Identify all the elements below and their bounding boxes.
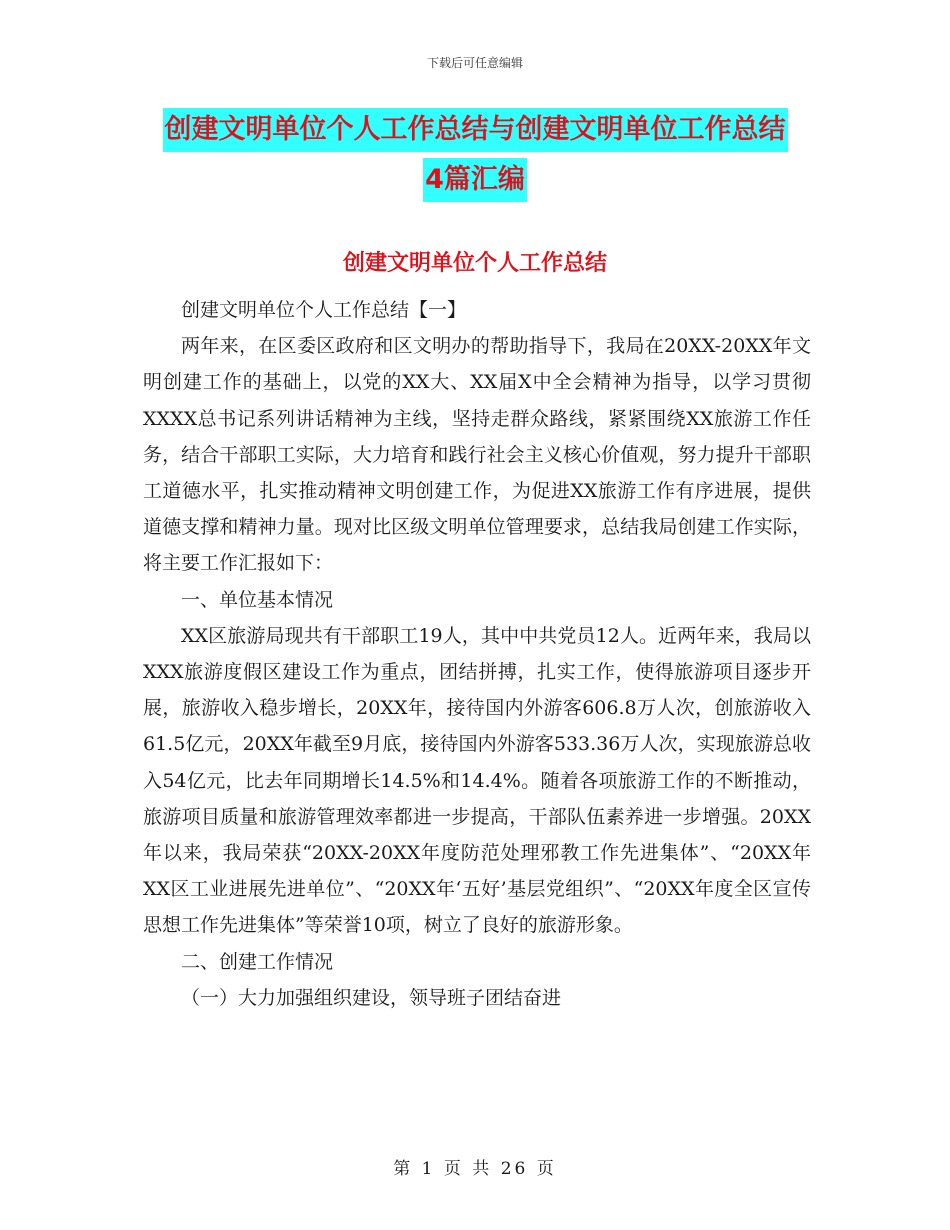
section-heading: 二、创建工作情况	[181, 950, 334, 973]
section-heading: 一、单位基本情况	[181, 588, 334, 611]
title-line-2: 4篇汇编	[423, 158, 527, 202]
title-line-1: 创建文明单位个人工作总结与创建文明单位工作总结	[163, 108, 788, 152]
paragraph: XX区旅游局现共有干部职工19人，其中中共党员12人。近两年来，我局以XXX旅游度假区建设工作为重点，团结拼搏，扎实工作，使得旅游项目逐步开展，旅游收入稳步增长，20XX年，接待国内外游客606.8万人次，创旅游收入61.5亿元，20XX年截至9月底，接待国内外游客533.36万人次，实现旅游总收入54亿元，比去年同期增长14.5%和14.4%。随着各项旅游工作的不断推动，旅游项目质量和旅游管理效率都进一步提高，干部队伍素养进一步增强。20XX年以来，我局荣获“20XX-20XX年度防范处理邪教工作先进集体”、“20XX年XX区工业进展先进单位”、“20XX年‘五好’基层党组织”、“20XX年度全区宣传思想工作先进集体”等荣誉10项，树立了良好的旅游形象。	[143, 624, 811, 937]
subsection-heading: （一）大力加强组织建设，领导班子团结奋进	[181, 986, 562, 1009]
paragraph: 两年来，在区委区政府和区文明办的帮助指导下，我局在20XX-20XX年文明创建工作的基础上，以党的XX大、XX届X中全会精神为指导，以学习贯彻XXXX总书记系列讲话精神为主线，坚持走群众路线，紧紧围绕XX旅游工作任务，结合干部职工实际，大力培育和践行社会主义核心价值观，努力提升干部职工道德水平，扎实推动精神文明创建工作，为促进XX旅游工作有序进展，提供道德支撑和精神力量。现对比区级文明单位管理要求，总结我局创建工作实际，将主要工作汇报如下：	[143, 335, 811, 575]
paragraph-heading: 创建文明单位个人工作总结【一】	[181, 299, 467, 321]
document-title	[0, 108, 950, 202]
section-title: 创建文明单位个人工作总结	[342, 251, 607, 276]
page-footer: 第 1 页 共 26 页	[393, 1159, 557, 1179]
header-note: 下载后可任意编辑	[426, 56, 523, 70]
document-body	[143, 292, 811, 1016]
